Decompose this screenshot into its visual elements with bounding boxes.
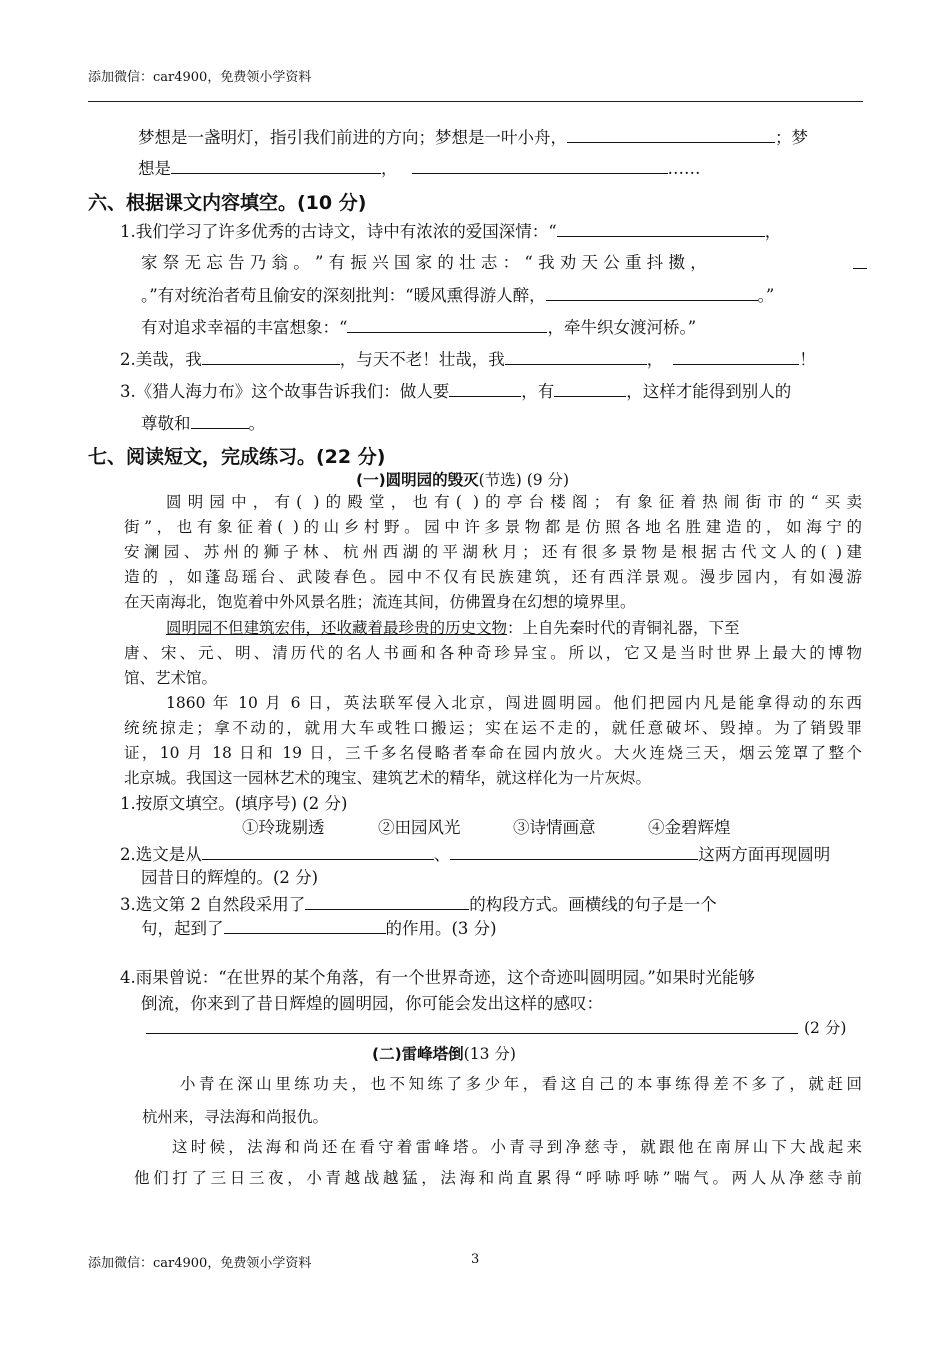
s7-q4-answer-line (146, 1017, 798, 1040)
answer-blank[interactable] (449, 380, 521, 397)
s7-q4-score: (2 分) (804, 1019, 847, 1037)
answer-blank[interactable] (202, 843, 434, 860)
answer-blank[interactable] (505, 348, 647, 365)
dream-ellipsis: …… (667, 159, 701, 178)
s6-q2-text-b: ，与天不老！壮哉，我 (339, 350, 505, 369)
s7-q4-line-1: 4.雨果曾说：“在世界的某个角落，有一个世界奇迹，这个奇迹叫圆明园。”如果时光能够 (120, 968, 755, 987)
s6-q2-text-a: 2.美哉，我 (120, 350, 202, 369)
passage-line: 北京城。我国这一园林艺术的瑰宝、建筑艺术的精华，就这样化为一片灰烬。 (124, 769, 652, 787)
passage-line: 杭州来，寻法海和尚报仇。 (142, 1108, 329, 1126)
s6-q3-text-d: 尊敬和 (141, 414, 191, 433)
passage-line: 唐、宋、元、明、清历代的名人书画和各种奇珍异宝。所以，它又是当时世界上最大的博物 (124, 644, 862, 662)
s6-q1-line-4 (141, 316, 696, 339)
passage-line (166, 617, 862, 639)
s6-q1-line-2-blank (853, 252, 867, 275)
dream-line-1 (138, 126, 808, 149)
s6-q1-text-e: 。” (757, 286, 775, 305)
passage-line: 造的 ，如蓬岛瑶台、武陵春色。园中不仅有民族建筑，还有西洋景观。漫步园内，有如漫游 (124, 568, 862, 586)
s6-q1-text-c: 家 祭 无 忘 告 乃 翁 。 ” 有 振 兴 国 家 的 壮 志 ： “ 我 劝 天 公 重 抖 擞 ， (141, 253, 707, 272)
section-7-title: 七、阅读短文，完成练习。(22 分) (88, 446, 386, 468)
s7-q1-option: ③诗情画意 (513, 818, 596, 837)
part-1-title-text: (一)圆明园的毁灭 (356, 471, 479, 489)
passage-line: 1860 年 10 月 6 日，英法联军侵入北京，闯进圆明园。他们把园内凡是能拿得动的东西 (166, 694, 862, 712)
s6-q1-text-a: 1.我们学习了许多优秀的古诗文，诗中有浓浓的爱国深情：“ (120, 222, 557, 241)
part-2-title-text: (二)雷峰塔倒 (372, 1045, 464, 1063)
s6-q3-line-2 (141, 412, 265, 435)
answer-blank[interactable] (673, 348, 799, 365)
passage-line: 安澜园、苏州的狮子林、杭州西湖的平湖秋月；还有很多景物是根据古代文人的( )建 (124, 543, 862, 561)
s7-q1-option: ④金碧辉煌 (648, 818, 731, 837)
answer-blank[interactable] (202, 348, 340, 365)
answer-blank[interactable] (305, 893, 469, 910)
s7-q1-option: ①玲珑剔透 (242, 818, 325, 837)
passage-line: 统统掠走；拿不动的，就用大车或牲口搬运；实在运不走的，就任意破坏、毁掉。为了销毁罪 (124, 719, 862, 737)
s7-q3-text-c: 句，起到了 (141, 919, 224, 938)
part-2-note: (13 分) (463, 1045, 516, 1063)
passage-line: 街”，也有象征着( )的山乡村野。园中许多景物都是仿照各地名胜建造的，如海宁的 (124, 518, 862, 536)
part-1-title (356, 468, 569, 490)
answer-blank[interactable] (191, 412, 249, 429)
s7-q2-text-a: 2.选文是从 (120, 845, 202, 864)
header-divider (88, 101, 863, 102)
underlined-sentence: 圆明园不但建筑宏伟，还收藏着最珍贵的历史文物 (166, 619, 508, 637)
part-2-title (372, 1042, 516, 1064)
s7-q2-text-c: 这两方面再现圆明 (698, 845, 831, 864)
s7-q2-line-2: 园昔日的辉煌的。(2 分) (141, 868, 319, 887)
answer-blank[interactable] (347, 316, 547, 333)
passage-line: 证，10 月 18 日和 19 日，三千多名侵略者奉命在园内放火。大火连烧三天，烟云笼罩了整个 (124, 744, 862, 762)
s6-q2-line (120, 348, 816, 371)
s6-q1-line-1 (120, 220, 781, 243)
s7-q2-text-b: 、 (433, 845, 451, 864)
s6-q3-text-b: ，有 (521, 382, 555, 401)
passage-text: ：上自先秦时代的青铜礼器，下至 (507, 619, 740, 637)
section-6-title: 六、根据课文内容填空。(10 分) (88, 192, 367, 214)
answer-blank[interactable] (546, 284, 758, 301)
s6-q1-line-2 (141, 252, 833, 274)
s6-q1-text-g: ，牵牛织女渡河桥。” (547, 318, 697, 337)
page-footer: 添加微信：car4900，免费领小学资料 (88, 1256, 312, 1271)
s7-q3-text-d: 的作用。(3 分) (385, 919, 497, 938)
s7-q3-text-a: 3.选文第 2 自然段采用了 (120, 895, 306, 914)
s6-q1-line-3 (141, 284, 774, 307)
s7-q4-line-2: 倒流，你来到了昔日辉煌的圆明园，你可能会发出这样的感叹： (141, 994, 603, 1013)
s7-q3-line-2 (141, 917, 497, 940)
page-number: 3 (471, 1252, 480, 1267)
answer-blank[interactable] (412, 157, 668, 174)
dream-text-d: ， (381, 159, 398, 178)
s7-q1: 1.按原文填空。(填序号) (2 分) (120, 794, 348, 813)
s7-q3-text-b: 的构段方式。画横线的句子是一个 (469, 895, 717, 914)
passage-line: 在天南海北，饱览着中外风景名胜；流连其间，仿佛置身在幻想的境界里。 (124, 593, 636, 611)
page-header: 添加微信：car4900，免费领小学资料 (88, 70, 312, 85)
s6-q1-text-f: 有对追求幸福的丰富想象：“ (141, 318, 348, 337)
passage-line: 这时候，法海和尚还在看守着雷峰塔。小青寻到净慈寺，就跟他在南屏山下大战起来 (172, 1138, 862, 1156)
s6-q3-line-1 (120, 380, 791, 403)
s6-q3-text-c: ，这样才能得到别人的 (626, 382, 792, 401)
answer-blank[interactable] (554, 380, 626, 397)
s7-q2-line-1 (120, 843, 830, 866)
s6-q1-text-d: 。”有对统治者苟且偷安的深刻批判：“暖风熏得游人醉， (141, 286, 546, 305)
dream-text-a: 梦想是一盏明灯，指引我们前进的方向；梦想是一叶小舟， (138, 128, 567, 147)
dream-text-c: 想是 (138, 159, 171, 178)
part-1-note: (节选) (9 分) (478, 471, 570, 489)
passage-line: 小青在深山里练功夫，也不知练了多少年，看这自己的本事练得差不多了，就赶回 (180, 1075, 862, 1093)
answer-blank[interactable] (557, 220, 765, 237)
passage-line: 馆、艺术馆。 (124, 669, 218, 687)
s7-q3-line-1 (120, 893, 717, 916)
answer-blank[interactable] (853, 252, 867, 269)
passage-line: 圆明园中，有( )的殿堂，也有( )的亭台楼阁；有象征着热闹街市的“买卖 (166, 493, 862, 511)
s6-q2-text-d: ！ (799, 350, 816, 369)
s6-q3-text-e: 。 (248, 414, 265, 433)
answer-blank[interactable] (146, 1017, 798, 1034)
answer-blank[interactable] (450, 843, 698, 860)
s7-q1-option: ②田园风光 (378, 818, 461, 837)
answer-blank[interactable] (171, 157, 381, 174)
s6-q3-text-a: 3.《猎人海力布》这个故事告诉我们：做人要 (120, 382, 450, 401)
answer-blank[interactable] (224, 917, 386, 934)
s6-q1-text-b: ， (764, 222, 782, 241)
s6-q2-text-c: ， (646, 350, 664, 369)
passage-line: 他们打了三日三夜，小青越战越猛，法海和尚直累得“呼哧呼哧”喘气。两人从净慈寺前 (134, 1169, 862, 1187)
dream-line-2 (138, 157, 701, 180)
answer-blank[interactable] (567, 126, 775, 143)
dream-text-b: ；梦 (775, 128, 808, 147)
